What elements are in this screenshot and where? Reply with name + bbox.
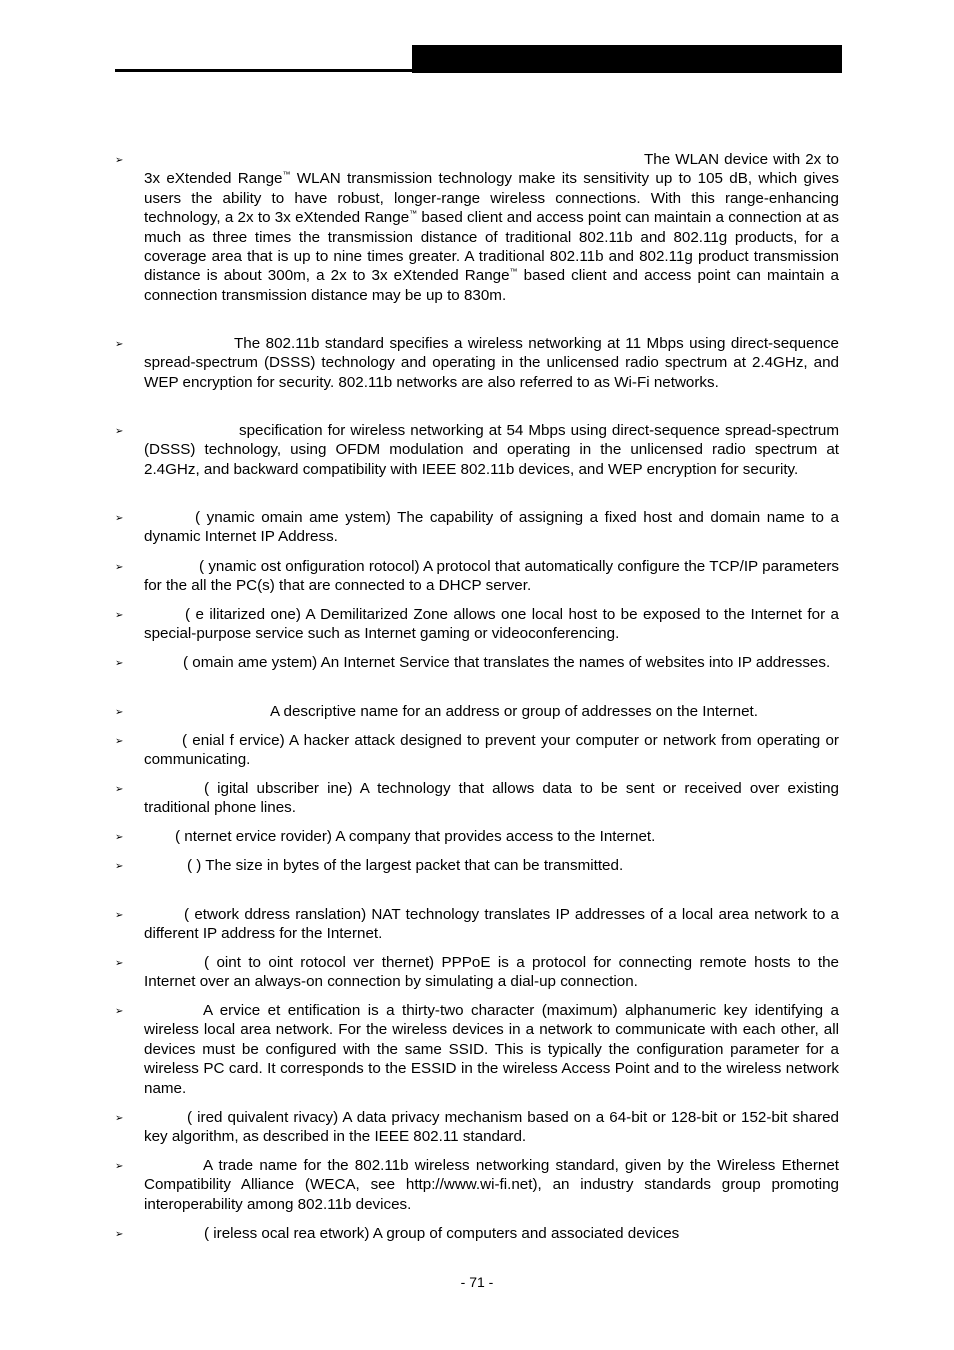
- glossary-entry: [115, 1224, 839, 1243]
- glossary-entry: [115, 702, 839, 721]
- bullet-arrow-icon: ➢: [115, 1229, 124, 1240]
- glossary-entry: [115, 653, 839, 672]
- page-number: - 71 -: [460, 1274, 494, 1290]
- glossary-entry-text: ( ireless ocal rea etwork) A group of computers and associated devices: [204, 1225, 680, 1242]
- glossary-entry: [115, 421, 839, 479]
- bullet-arrow-icon: ➢: [115, 562, 124, 573]
- bullet-arrow-icon: ➢: [115, 861, 124, 872]
- bullet-arrow-icon: ➢: [115, 832, 124, 843]
- bullet-arrow-icon: ➢: [115, 339, 124, 350]
- bullet-arrow-icon: ➢: [115, 610, 124, 621]
- bullet-arrow-icon: ➢: [115, 707, 124, 718]
- glossary-entry: [115, 779, 839, 818]
- glossary-entry-text: ( ired quivalent rivacy) A data privacy mechanism based on a 64-bit or 128-bit or 152-bit shared key algorithm, as described in the IEEE 802.11 standard.: [144, 1109, 839, 1146]
- glossary-entry-text: ( ynamic omain ame ystem) The capability of assigning a fixed host and domain name to a dynamic Internet IP Address.: [144, 509, 839, 546]
- bullet-arrow-icon: ➢: [115, 958, 124, 969]
- glossary-entry: [115, 334, 839, 392]
- glossary-entry: [115, 731, 839, 770]
- glossary-entry-text: ( etwork ddress ranslation) NAT technology translates IP addresses of a local area network to a different IP address for the Internet.: [144, 906, 839, 943]
- bullet-arrow-icon: ➢: [115, 1006, 124, 1017]
- glossary-entry: [115, 150, 839, 305]
- glossary-entry: [115, 856, 839, 875]
- glossary-entry: [115, 953, 839, 992]
- glossary-entry-text: ( omain ame ystem) An Internet Service that translates the names of websites into IP addresses.: [183, 654, 831, 671]
- glossary-entry: [115, 905, 839, 944]
- header-rule: [115, 69, 413, 72]
- glossary-entry-text: A descriptive name for an address or group of addresses on the Internet.: [270, 703, 758, 720]
- glossary-entry: [115, 605, 839, 644]
- glossary-entry-text: ( enial f ervice) A hacker attack designed to prevent your computer or network from operating or communicating.: [144, 732, 839, 769]
- bullet-arrow-icon: ➢: [115, 784, 124, 795]
- glossary-entry: [115, 827, 839, 846]
- glossary-entry-text: ( e ilitarized one) A Demilitarized Zone allows one local host to be exposed to the Internet for a special-purpose service such as Internet gaming or videoconferencing.: [144, 606, 839, 643]
- bullet-arrow-icon: ➢: [115, 736, 124, 747]
- glossary-entry-text: ( oint to oint rotocol ver thernet) PPPoE is a protocol for connecting remote hosts to the Internet over an always-on connection by simulating a dial-up connection.: [144, 954, 839, 991]
- glossary-entry: [115, 508, 839, 547]
- bullet-arrow-icon: ➢: [115, 1161, 124, 1172]
- glossary-entry-text: ( igital ubscriber ine) A technology that allows data to be sent or received over existing traditional phone lines.: [144, 780, 839, 817]
- bullet-arrow-icon: ➢: [115, 426, 124, 437]
- bullet-arrow-icon: ➢: [115, 155, 124, 166]
- bullet-arrow-icon: ➢: [115, 658, 124, 669]
- header-bar: [412, 45, 842, 73]
- glossary-entry-text: The 802.11b standard specifies a wireless networking at 11 Mbps using direct-sequence spread-spectrum (DSSS) technology and operating in the unlicensed radio spectrum at 2.4GHz, and WEP encryption for security. 802.11b networks are also referred to as Wi-Fi networks.: [144, 335, 839, 391]
- bullet-arrow-icon: ➢: [115, 513, 124, 524]
- bullet-arrow-icon: ➢: [115, 1113, 124, 1124]
- glossary-entry: [115, 1156, 839, 1214]
- glossary-entry-text: ( nternet ervice rovider) A company that provides access to the Internet.: [175, 828, 656, 845]
- glossary-entry: [115, 1108, 839, 1147]
- bullet-arrow-icon: ➢: [115, 910, 124, 921]
- glossary-entry-text: specification for wireless networking at 54 Mbps using direct-sequence spread-spectrum (DSSS) technology, using OFDM modulation and operating in the unlicensed radio spectrum at 2.4GHz, and backward compatibility with IEEE 802.11b devices, and WEP encryption for security.: [144, 422, 839, 478]
- glossary-entry: [115, 557, 839, 596]
- glossary-entry-text: The WLAN device with 2x to 3x eXtended Range™ WLAN transmission technology make its sensitivity up to 105 dB, which gives users the ability to have robust, longer-range wireless connections. With this range-enhancing technology, a 2x to 3x eXtended Range™ based client and access point can maintain a connection at as much as three times the transmission distance of traditional 802.11b and 802.11g products, for a coverage area that is up to nine times greater. A traditional 802.11b and 802.11g product transmission distance is about 300m, a 2x to 3x eXtended Range™ based client and access point can maintain a connection transmission distance may be up to 830m.: [144, 151, 840, 304]
- glossary-entry-text: A trade name for the 802.11b wireless networking standard, given by the Wireless Ethernet Compatibility Alliance (WECA, see http://www.wi-fi.net), an industry standards group promoting interoperability among 802.11b devices.: [144, 1157, 839, 1213]
- glossary-entry-text: ( ) The size in bytes of the largest packet that can be transmitted.: [187, 857, 624, 874]
- glossary-entry: [115, 1001, 839, 1098]
- glossary-entry-text: ( ynamic ost onfiguration rotocol) A protocol that automatically configure the TCP/IP parameters for the all the PC(s) that are connected to a DHCP server.: [144, 558, 839, 595]
- glossary-entry-text: A ervice et entification is a thirty-two character (maximum) alphanumeric key identifying a wireless local area network. For the wireless devices in a network to communicate with each other, all devices must be configured with the same SSID. This is typically the configuration parameter for a wireless PC card. It corresponds to the ESSID in the wireless Access Point and to the wireless network name.: [144, 1002, 839, 1097]
